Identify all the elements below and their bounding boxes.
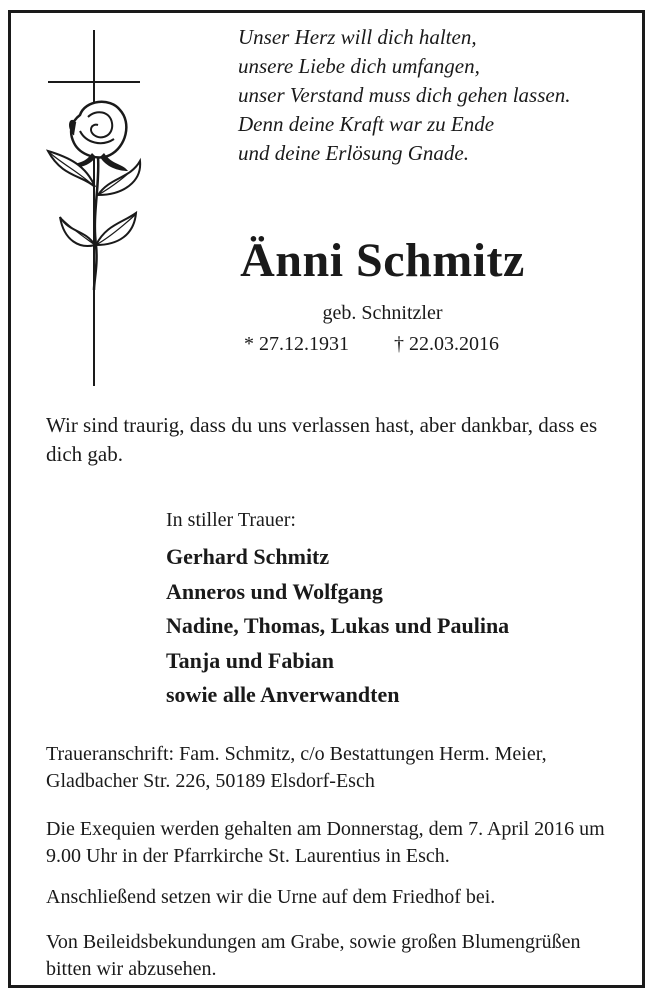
birth-date: * 27.12.1931 — [244, 333, 349, 355]
poem-line: Unser Herz will dich halten, — [238, 25, 477, 49]
mourning-address: Traueranschrift: Fam. Schmitz, c/o Bestattungen Herm. Meier, Gladbacher Str. 226, 50189 Elsdorf-Esch — [46, 743, 547, 792]
mourner-name: Nadine, Thomas, Lukas und Paulina — [166, 613, 510, 638]
death-date: † 22.03.2016 — [394, 333, 499, 355]
mourners-intro: In stiller Trauer: — [166, 509, 296, 531]
condolence-request: Von Beileidsbekundungen am Grabe, sowie großen Blumengrüßen bitten wir abzusehen. — [46, 931, 581, 980]
cross-bar — [48, 81, 140, 83]
mourners-list — [166, 540, 509, 713]
mourner-name: Gerhard Schmitz — [166, 544, 330, 569]
service-info: Die Exequien werden gehalten am Donnerstag, dem 7. April 2016 um 9.00 Uhr in der Pfarrkirche St. Laurentius in Esch. — [46, 818, 605, 867]
deceased-name: Änni Schmitz — [240, 234, 525, 287]
mourner-name: Tanja und Fabian — [166, 647, 334, 673]
maiden-name: geb. Schnitzler — [322, 302, 443, 324]
farewell-quote: Wir sind traurig, dass du uns verlassen hast, aber dankbar, dass es dich gab. — [46, 413, 598, 466]
mourner-name: sowie alle Anverwandten — [166, 682, 400, 707]
mourner-name: Anneros und Wolfgang — [166, 578, 383, 604]
poem-line: und deine Erlösung Gnade. — [238, 141, 469, 165]
poem-line: unsere Liebe dich umfangen, — [238, 54, 480, 78]
poem-line: Denn deine Kraft war zu Ende — [238, 112, 495, 136]
life-dates — [244, 333, 499, 356]
poem — [238, 23, 570, 168]
poem-line: unser Verstand muss dich gehen lassen. — [238, 83, 571, 107]
urn-burial-info: Anschließend setzen wir die Urne auf dem Friedhof bei. — [46, 886, 496, 908]
